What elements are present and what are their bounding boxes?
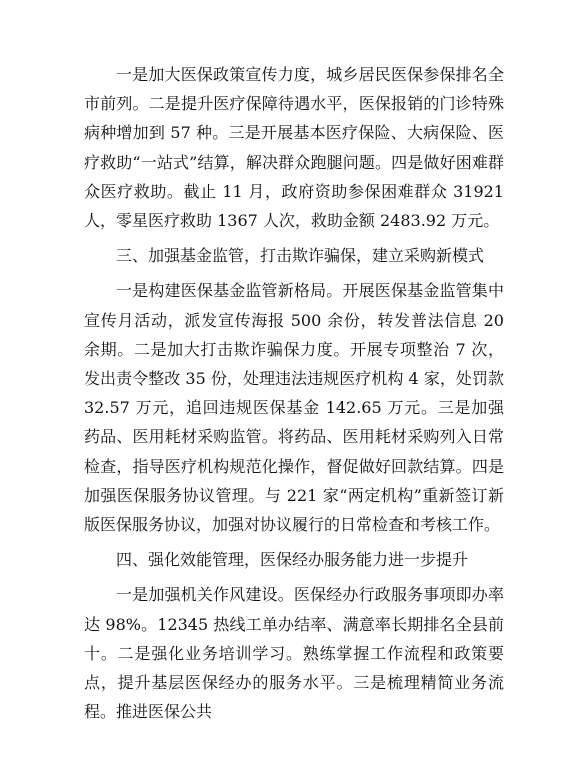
body-paragraph: 一是加强机关作风建设。医保经办行政服务事项即办率达 98%。12345 热线工单办结率、满意率长期排名全县前十。二是强化业务培训学习。熟练掌握工作流程和政策要点，提升基层医保经办的服务水平。三是梳理精简业务流程。推进医保公共 [84, 585, 504, 722]
body-paragraph: 一是加大医保政策宣传力度，城乡居民医保参保排名全市前列。二是提升医疗保障待遇水平，医保报销的门诊特殊病种增加到 57 种。三是开展基本医疗保险、大病保险、医疗救助“一站式”结算，解决群众跑腿问题。四是做好困难群众医疗救助。截止 11 月，政府资助参保困难群众 31921 人，零星医疗救助 1367 人次，救助金额 2483.92 万元。 [84, 65, 504, 231]
body-paragraph: 一是构建医保基金监管新格局。开展医保基金监管集中宣传月活动，派发宣传海报 500 余份，转发普法信息 20 余期。二是加大打击欺诈骗保力度。开展专项整治 7 次，发出责令整改 35 份，处理违法违规医疗机构 4 家，处罚款 32.57 万元，追回违规医保基金 142.65 万元。三是加强药品、医用耗材采购监管。将药品、医用耗材采购列入日常检查，指导医疗机构规范化操作，督促做好回款结算。四是加强医保服务协议管理。与 221 家“两定机构”重新签订新版医保服务协议，加强对协议履行的日常检查和考核工作。 [84, 281, 504, 535]
document-page [84, 60, 504, 726]
section-heading: 三、加强基金监管，打击欺诈骗保，建立采购新模式 [116, 246, 485, 266]
section-heading: 四、强化效能管理，医保经办服务能力进一步提升 [116, 550, 469, 570]
